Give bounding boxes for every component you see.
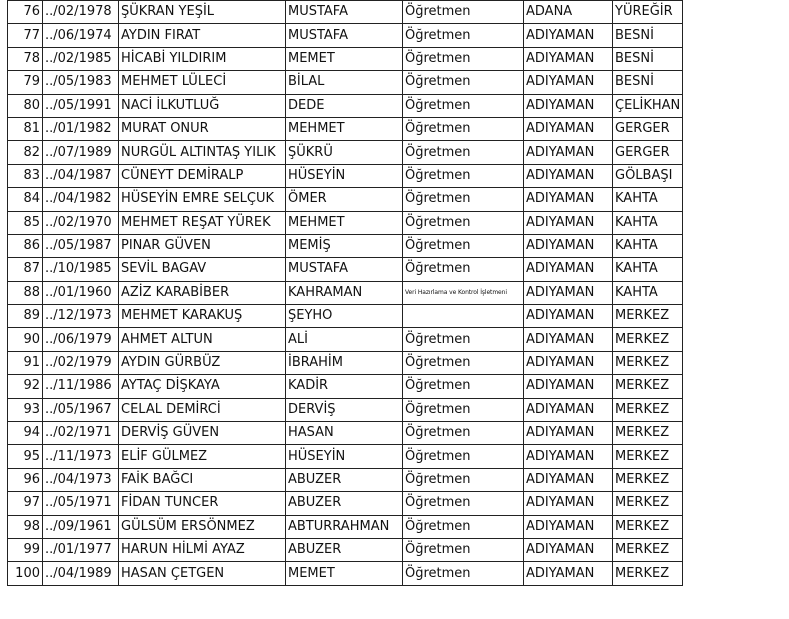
job-title-cell: Öğretmen [403, 117, 524, 140]
full-name-cell: FAİK BAĞCI [119, 468, 286, 491]
table-row [8, 398, 683, 421]
table-row [8, 24, 683, 47]
birth-date-cell: ../11/1973 [43, 445, 119, 468]
father-name-cell: MEMET [286, 562, 403, 585]
father-name-cell: ŞÜKRÜ [286, 141, 403, 164]
full-name-cell: FİDAN TUNCER [119, 492, 286, 515]
father-name-cell: ŞEYHO [286, 305, 403, 328]
row-number-cell: 79 [8, 71, 43, 94]
table-row [8, 305, 683, 328]
district-cell: BESNİ [613, 71, 683, 94]
table-row [8, 468, 683, 491]
birth-date-cell: ../01/1977 [43, 538, 119, 561]
father-name-cell: KADİR [286, 375, 403, 398]
full-name-cell: HÜSEYİN EMRE SELÇUK [119, 188, 286, 211]
job-title-cell: Öğretmen [403, 492, 524, 515]
province-cell: ADIYAMAN [524, 351, 613, 374]
birth-date-cell: ../07/1989 [43, 141, 119, 164]
district-cell: MERKEZ [613, 562, 683, 585]
province-cell: ADIYAMAN [524, 422, 613, 445]
full-name-cell: PINAR GÜVEN [119, 234, 286, 257]
father-name-cell: HÜSEYİN [286, 445, 403, 468]
job-title-cell: Öğretmen [403, 468, 524, 491]
district-cell: MERKEZ [613, 538, 683, 561]
table-row [8, 234, 683, 257]
father-name-cell: MEHMET [286, 117, 403, 140]
district-cell: KAHTA [613, 258, 683, 281]
row-number-cell: 76 [8, 1, 43, 24]
row-number-cell: 80 [8, 94, 43, 117]
row-number-cell: 100 [8, 562, 43, 585]
district-cell: MERKEZ [613, 375, 683, 398]
row-number-cell: 85 [8, 211, 43, 234]
birth-date-cell: ../04/1982 [43, 188, 119, 211]
birth-date-cell: ../04/1987 [43, 164, 119, 187]
table-body [8, 1, 683, 586]
district-cell: BESNİ [613, 47, 683, 70]
father-name-cell: DEDE [286, 94, 403, 117]
district-cell: KAHTA [613, 188, 683, 211]
full-name-cell: HARUN HİLMİ AYAZ [119, 538, 286, 561]
father-name-cell: HASAN [286, 422, 403, 445]
full-name-cell: HASAN ÇETGEN [119, 562, 286, 585]
district-cell: MERKEZ [613, 515, 683, 538]
district-cell: KAHTA [613, 281, 683, 304]
table-row [8, 47, 683, 70]
province-cell: ADIYAMAN [524, 492, 613, 515]
job-title-cell: Öğretmen [403, 445, 524, 468]
father-name-cell: ALİ [286, 328, 403, 351]
district-cell: GERGER [613, 117, 683, 140]
province-cell: ADIYAMAN [524, 47, 613, 70]
table-row [8, 141, 683, 164]
birth-date-cell: ../02/1979 [43, 351, 119, 374]
full-name-cell: AZİZ KARABİBER [119, 281, 286, 304]
province-cell: ADIYAMAN [524, 328, 613, 351]
father-name-cell: BİLAL [286, 71, 403, 94]
birth-date-cell: ../06/1974 [43, 24, 119, 47]
row-number-cell: 94 [8, 422, 43, 445]
full-name-cell: ELİF GÜLMEZ [119, 445, 286, 468]
full-name-cell: AYDIN FIRAT [119, 24, 286, 47]
district-cell: MERKEZ [613, 422, 683, 445]
birth-date-cell: ../04/1973 [43, 468, 119, 491]
birth-date-cell: ../02/1978 [43, 1, 119, 24]
full-name-cell: HİCABİ YILDIRIM [119, 47, 286, 70]
father-name-cell: İBRAHİM [286, 351, 403, 374]
province-cell: ADANA [524, 1, 613, 24]
birth-date-cell: ../02/1985 [43, 47, 119, 70]
district-cell: MERKEZ [613, 398, 683, 421]
father-name-cell: MEMET [286, 47, 403, 70]
full-name-cell: SEVİL BAGAV [119, 258, 286, 281]
table-row [8, 492, 683, 515]
full-name-cell: NACİ İLKUTLUĞ [119, 94, 286, 117]
row-number-cell: 93 [8, 398, 43, 421]
province-cell: ADIYAMAN [524, 164, 613, 187]
row-number-cell: 99 [8, 538, 43, 561]
birth-date-cell: ../05/1967 [43, 398, 119, 421]
row-number-cell: 88 [8, 281, 43, 304]
row-number-cell: 97 [8, 492, 43, 515]
table-row [8, 281, 683, 304]
full-name-cell: MURAT ONUR [119, 117, 286, 140]
job-title-cell [403, 305, 524, 328]
table-row [8, 164, 683, 187]
district-cell: MERKEZ [613, 492, 683, 515]
table-row [8, 375, 683, 398]
full-name-cell: MEHMET LÜLECİ [119, 71, 286, 94]
full-name-cell: MEHMET REŞAT YÜREK [119, 211, 286, 234]
father-name-cell: HÜSEYİN [286, 164, 403, 187]
job-title-cell: Öğretmen [403, 71, 524, 94]
row-number-cell: 90 [8, 328, 43, 351]
full-name-cell: AYDIN GÜRBÜZ [119, 351, 286, 374]
row-number-cell: 98 [8, 515, 43, 538]
father-name-cell: ABUZER [286, 468, 403, 491]
full-name-cell: AYTAÇ DİŞKAYA [119, 375, 286, 398]
district-cell: MERKEZ [613, 351, 683, 374]
table-row [8, 445, 683, 468]
father-name-cell: MUSTAFA [286, 24, 403, 47]
district-cell: KAHTA [613, 211, 683, 234]
job-title-cell: Öğretmen [403, 562, 524, 585]
table-row [8, 328, 683, 351]
row-number-cell: 96 [8, 468, 43, 491]
job-title-cell: Öğretmen [403, 47, 524, 70]
job-title-cell: Öğretmen [403, 328, 524, 351]
province-cell: ADIYAMAN [524, 24, 613, 47]
birth-date-cell: ../12/1973 [43, 305, 119, 328]
father-name-cell: MUSTAFA [286, 258, 403, 281]
row-number-cell: 92 [8, 375, 43, 398]
province-cell: ADIYAMAN [524, 398, 613, 421]
birth-date-cell: ../02/1970 [43, 211, 119, 234]
job-title-cell: Öğretmen [403, 24, 524, 47]
table-row [8, 538, 683, 561]
job-title-cell: Öğretmen [403, 398, 524, 421]
birth-date-cell: ../09/1961 [43, 515, 119, 538]
district-cell: MERKEZ [613, 468, 683, 491]
job-title-cell: Öğretmen [403, 188, 524, 211]
province-cell: ADIYAMAN [524, 515, 613, 538]
row-number-cell: 95 [8, 445, 43, 468]
province-cell: ADIYAMAN [524, 538, 613, 561]
job-title-cell: Öğretmen [403, 94, 524, 117]
birth-date-cell: ../05/1971 [43, 492, 119, 515]
row-number-cell: 82 [8, 141, 43, 164]
row-number-cell: 77 [8, 24, 43, 47]
full-name-cell: CELAL DEMİRCİ [119, 398, 286, 421]
father-name-cell: ABTURRAHMAN [286, 515, 403, 538]
job-title-cell: Öğretmen [403, 515, 524, 538]
birth-date-cell: ../01/1960 [43, 281, 119, 304]
province-cell: ADIYAMAN [524, 94, 613, 117]
birth-date-cell: ../01/1982 [43, 117, 119, 140]
birth-date-cell: ../05/1983 [43, 71, 119, 94]
job-title-cell: Öğretmen [403, 258, 524, 281]
district-cell: GÖLBAŞI [613, 164, 683, 187]
job-title-cell: Öğretmen [403, 351, 524, 374]
father-name-cell: ABUZER [286, 492, 403, 515]
father-name-cell: KAHRAMAN [286, 281, 403, 304]
province-cell: ADIYAMAN [524, 117, 613, 140]
job-title-cell: Öğretmen [403, 234, 524, 257]
table-row [8, 94, 683, 117]
province-cell: ADIYAMAN [524, 188, 613, 211]
province-cell: ADIYAMAN [524, 468, 613, 491]
job-title-cell: Öğretmen [403, 1, 524, 24]
table-row [8, 117, 683, 140]
province-cell: ADIYAMAN [524, 211, 613, 234]
province-cell: ADIYAMAN [524, 258, 613, 281]
row-number-cell: 84 [8, 188, 43, 211]
job-title-cell: Veri Hazırlama ve Kontrol İşletmeni [403, 281, 524, 304]
row-number-cell: 83 [8, 164, 43, 187]
full-name-cell: GÜLSÜM ERSÖNMEZ [119, 515, 286, 538]
table-row [8, 562, 683, 585]
row-number-cell: 87 [8, 258, 43, 281]
province-cell: ADIYAMAN [524, 141, 613, 164]
table-row [8, 422, 683, 445]
district-cell: MERKEZ [613, 328, 683, 351]
district-cell: GERGER [613, 141, 683, 164]
job-title-cell: Öğretmen [403, 375, 524, 398]
province-cell: ADIYAMAN [524, 71, 613, 94]
job-title-cell: Öğretmen [403, 164, 524, 187]
full-name-cell: DERVİŞ GÜVEN [119, 422, 286, 445]
table-row [8, 211, 683, 234]
table-row [8, 515, 683, 538]
birth-date-cell: ../11/1986 [43, 375, 119, 398]
table-row [8, 351, 683, 374]
father-name-cell: MEHMET [286, 211, 403, 234]
birth-date-cell: ../05/1987 [43, 234, 119, 257]
full-name-cell: ŞÜKRAN YEŞİL [119, 1, 286, 24]
row-number-cell: 91 [8, 351, 43, 374]
province-cell: ADIYAMAN [524, 281, 613, 304]
province-cell: ADIYAMAN [524, 375, 613, 398]
table-row [8, 188, 683, 211]
table-row [8, 1, 683, 24]
district-cell: BESNİ [613, 24, 683, 47]
personnel-table [7, 0, 683, 586]
district-cell: MERKEZ [613, 445, 683, 468]
job-title-cell: Öğretmen [403, 141, 524, 164]
birth-date-cell: ../05/1991 [43, 94, 119, 117]
district-cell: MERKEZ [613, 305, 683, 328]
row-number-cell: 89 [8, 305, 43, 328]
district-cell: ÇELİKHAN [613, 94, 683, 117]
province-cell: ADIYAMAN [524, 562, 613, 585]
father-name-cell: ABUZER [286, 538, 403, 561]
birth-date-cell: ../02/1971 [43, 422, 119, 445]
row-number-cell: 81 [8, 117, 43, 140]
job-title-cell: Öğretmen [403, 538, 524, 561]
father-name-cell: ÖMER [286, 188, 403, 211]
father-name-cell: DERVİŞ [286, 398, 403, 421]
province-cell: ADIYAMAN [524, 445, 613, 468]
full-name-cell: AHMET ALTUN [119, 328, 286, 351]
row-number-cell: 78 [8, 47, 43, 70]
birth-date-cell: ../10/1985 [43, 258, 119, 281]
father-name-cell: MEMİŞ [286, 234, 403, 257]
table-row [8, 258, 683, 281]
province-cell: ADIYAMAN [524, 305, 613, 328]
full-name-cell: NURGÜL ALTINTAŞ YILIK [119, 141, 286, 164]
table-row [8, 71, 683, 94]
district-cell: YÜREĞİR [613, 1, 683, 24]
row-number-cell: 86 [8, 234, 43, 257]
birth-date-cell: ../06/1979 [43, 328, 119, 351]
full-name-cell: CÜNEYT DEMİRALP [119, 164, 286, 187]
birth-date-cell: ../04/1989 [43, 562, 119, 585]
job-title-cell: Öğretmen [403, 422, 524, 445]
full-name-cell: MEHMET KARAKUŞ [119, 305, 286, 328]
father-name-cell: MUSTAFA [286, 1, 403, 24]
province-cell: ADIYAMAN [524, 234, 613, 257]
job-title-cell: Öğretmen [403, 211, 524, 234]
district-cell: KAHTA [613, 234, 683, 257]
